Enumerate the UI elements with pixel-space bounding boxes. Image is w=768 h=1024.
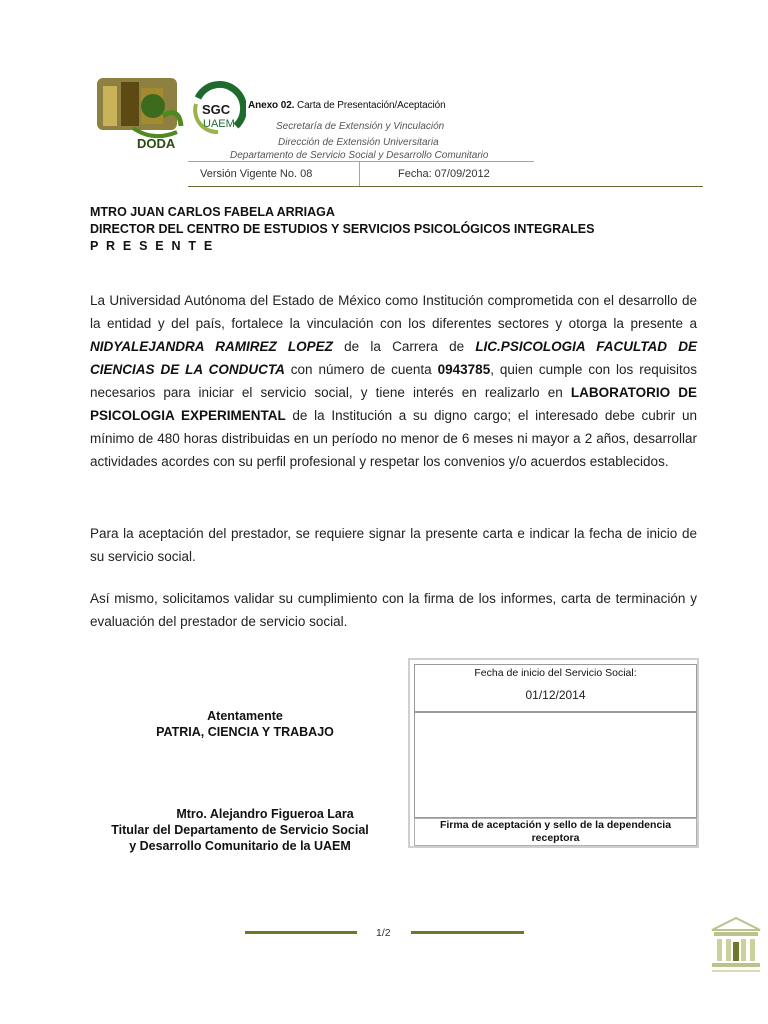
doda-logo-text: DODA xyxy=(137,136,176,151)
annex-title: Carta de Presentación/Aceptación xyxy=(297,100,446,111)
acceptance-box xyxy=(408,658,699,848)
p1-text-c: con número de cuenta xyxy=(284,362,438,377)
annex-heading xyxy=(248,100,446,111)
closing-text: Atentamente xyxy=(207,709,283,723)
p1-text-a: La Universidad Autónoma del Estado de México como Institución comprometida con el desarrollo de la entidad y del país, fortalece la vinculación con los diferentes sectores y otorga la presente a xyxy=(90,293,697,331)
building-icon xyxy=(706,912,766,978)
p1-text-d: , quien cumple con los requisitos necesarios para iniciar el servicio social, y tiene interés en realizarlo en xyxy=(90,362,698,400)
signature-closing xyxy=(120,708,370,740)
signature-caption-1: Firma de aceptación y sello de la dependencia xyxy=(439,819,672,831)
signer-role-2: y Desarrollo Comunitario de la UAEM xyxy=(129,839,351,853)
signature-caption-cell xyxy=(414,818,697,846)
account-number: 0943785 xyxy=(437,362,491,377)
body-paragraph-2: Para la aceptación del prestador, se requiere signar la presente carta e indicar la fecha de inicio de su servicio social. xyxy=(90,526,697,564)
p1-text-e: de la Institución a su digno cargo; el interesado debe cubrir un mínimo de 480 horas distribuidas en un período no menor de 6 meses ni mayor a 2 años, desarrollar actividades acordes con su perfil profesional y respetar los convenios y/o acuerdos establecidos. xyxy=(90,408,698,469)
p1-text-b: de la Carrera de xyxy=(332,339,476,354)
footer-line-left xyxy=(245,931,357,934)
signature-caption-2: receptora xyxy=(531,832,580,844)
doda-logo xyxy=(93,76,185,152)
addressee-name: MTRO JUAN CARLOS FABELA ARRIAGA xyxy=(90,205,335,219)
service-place: LABORATORIO DE PSICOLOGIA EXPERIMENTAL xyxy=(90,385,697,423)
secretaria-line: Secretaría de Extensión y Vinculación xyxy=(276,121,445,132)
sgc-uaem-logo xyxy=(188,78,246,140)
start-date-title: Fecha de inicio del Servicio Social: xyxy=(474,667,637,679)
body-paragraph-3: Así mismo, solicitamos validar su cumplimiento con la firma de los informes, carta de terminación y evaluación del prestador de servicio social. xyxy=(90,591,697,629)
footer-line-right xyxy=(411,931,524,934)
body-paragraph-1 xyxy=(90,289,697,473)
start-date-cell xyxy=(414,664,697,712)
signer-role-1: Titular del Departamento de Servicio Social xyxy=(111,823,369,837)
direccion-line: Dirección de Extensión Universitaria xyxy=(278,137,439,148)
addressee-title: DIRECTOR DEL CENTRO DE ESTUDIOS Y SERVICIOS PSICOLÓGICOS INTEGRALES xyxy=(90,222,595,236)
date-label: Fecha: 07/09/2012 xyxy=(398,168,490,180)
addressee-presente: P R E S E N T E xyxy=(90,239,215,253)
departamento-line: Departamento de Servicio Social y Desarrollo Comunitario xyxy=(230,150,489,161)
signer-block xyxy=(60,806,420,854)
annex-label: Anexo 02. xyxy=(248,100,295,111)
header-cell-divider xyxy=(359,162,360,186)
signer-name: Mtro. Alejandro Figueroa Lara xyxy=(176,807,354,821)
header-bottom-rule xyxy=(188,186,703,187)
sgc-logo-text: SGC xyxy=(202,102,231,117)
uaem-logo-text: UAEM xyxy=(203,118,235,130)
signature-area[interactable] xyxy=(414,712,697,818)
career-name: LIC.PSICOLOGIA FACULTAD DE CIENCIAS DE LA CONDUCTA xyxy=(90,339,697,377)
header-divider xyxy=(188,161,534,162)
start-date-value: 01/12/2014 xyxy=(525,688,586,702)
addressee-block xyxy=(90,204,594,255)
version-label: Versión Vigente No. 08 xyxy=(200,168,313,180)
student-name: NIDYALEJANDRA RAMIREZ LOPEZ xyxy=(90,339,333,354)
motto-text: PATRIA, CIENCIA Y TRABAJO xyxy=(156,725,334,739)
page-number: 1/2 xyxy=(376,927,391,939)
